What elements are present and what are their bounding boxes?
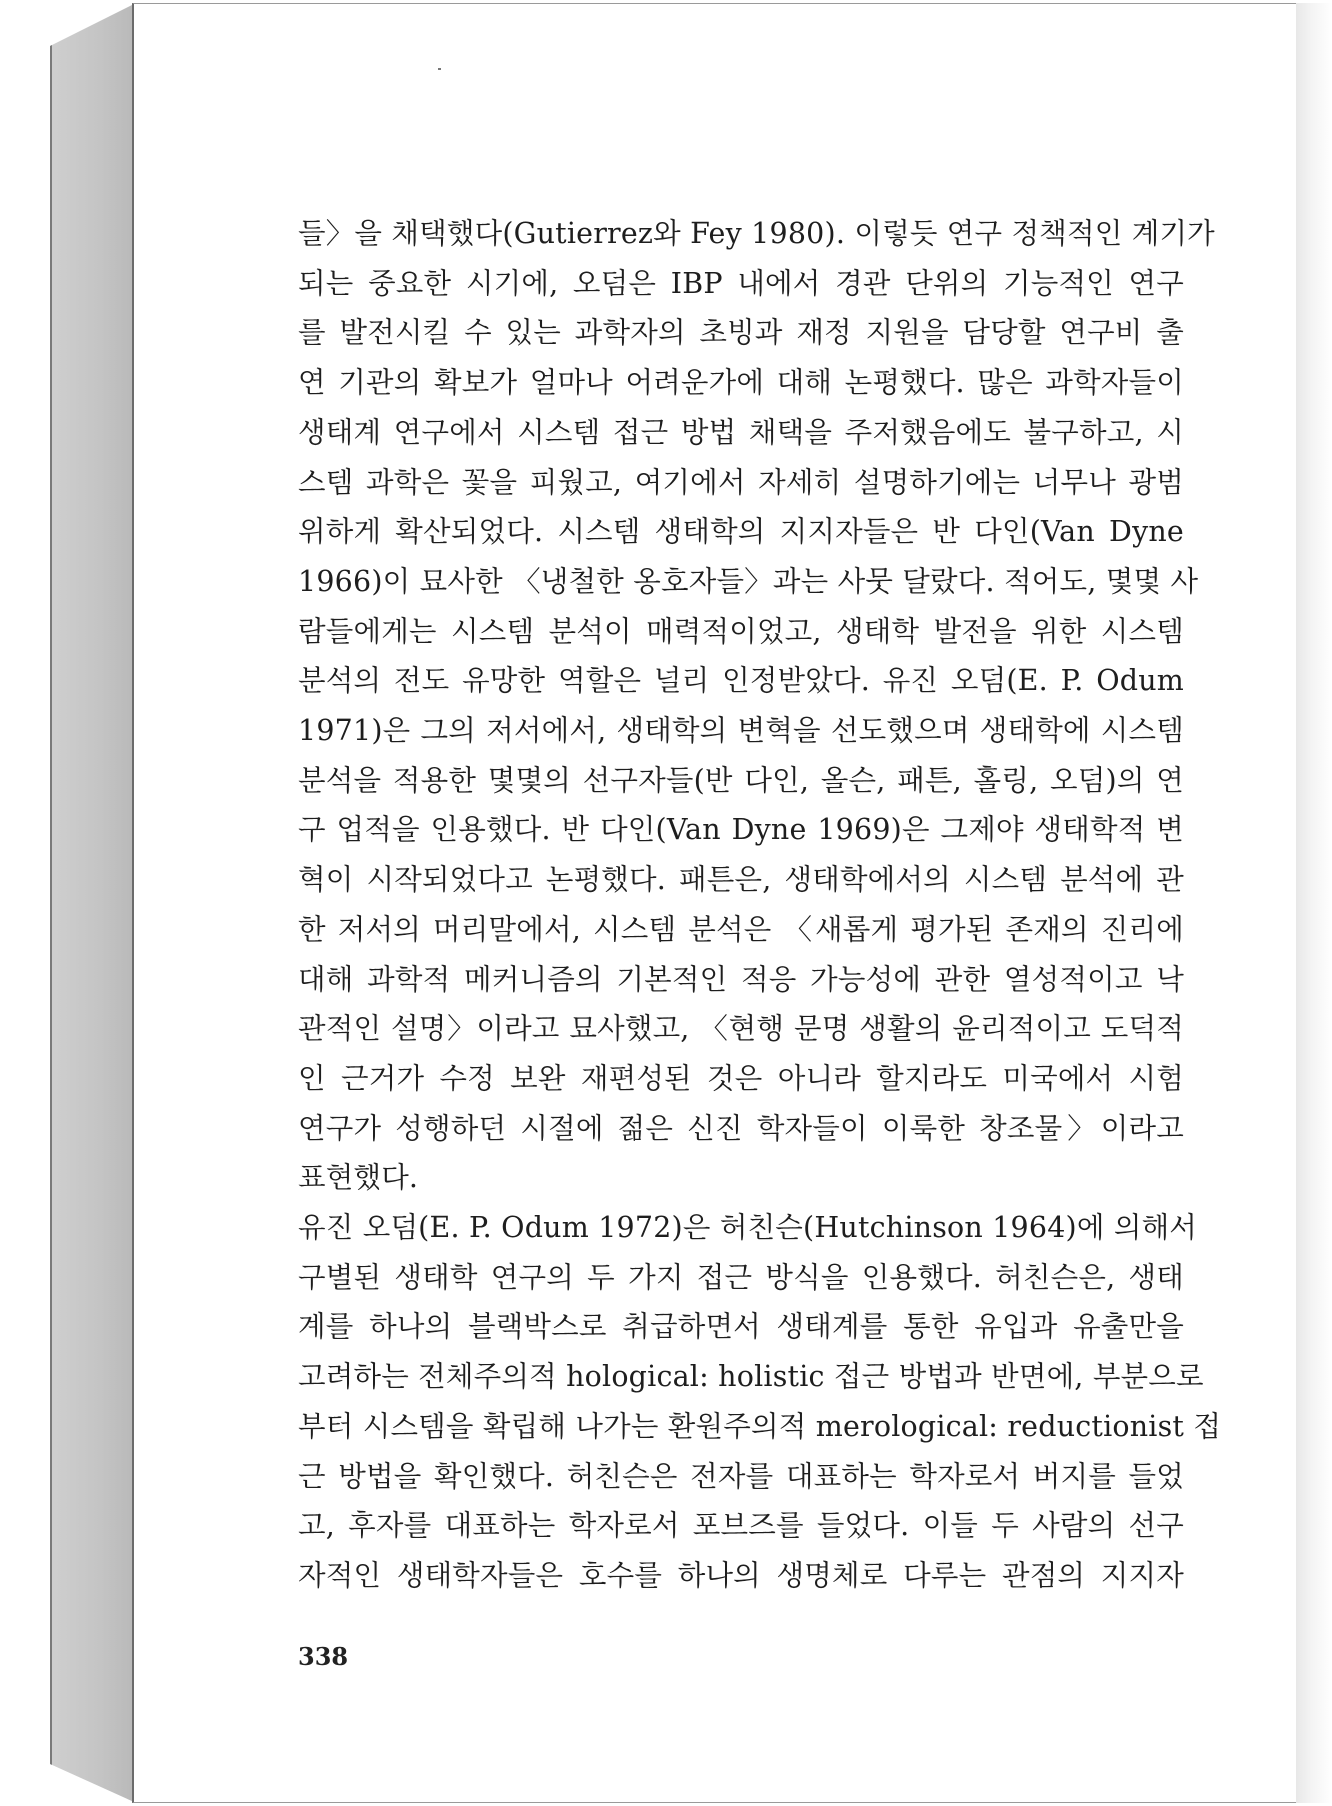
spine-edge <box>50 4 134 1802</box>
text-line: 구별된 생태학 연구의 두 가지 접근 방식을 인용했다. 허친슨은, 생태 <box>298 1260 1184 1294</box>
text-line: 구 업적을 인용했다. 반 다인(Van Dyne 1969)은 그제야 생태학적 변 <box>298 813 1184 847</box>
text-line: 자적인 생태학자들은 호수를 하나의 생명체로 다루는 관점의 지지자 <box>298 1558 1184 1592</box>
text-line: 되는 중요한 시기에, 오덤은 IBP 내에서 경관 단위의 기능적인 연구 <box>298 266 1184 300</box>
scan-speck <box>438 68 441 70</box>
text-line: 1966)이 묘사한 〈냉철한 옹호자들〉과는 사뭇 달랐다. 적어도, 몇몇 사 <box>298 564 1199 598</box>
text-line: 람들에게는 시스템 분석이 매력적이었고, 생태학 발전을 위한 시스템 <box>298 614 1184 648</box>
text-line: 위하게 확산되었다. 시스템 생태학의 지지자들은 반 다인(Van Dyne <box>298 515 1184 549</box>
body-text <box>298 209 1222 1601</box>
text-line: 고려하는 전체주의적 hological: holistic 접근 방법과 반면에, 부분으로 <box>298 1360 1204 1394</box>
text-line: 연구가 성행하던 시절에 젊은 신진 학자들이 이룩한 창조물〉이라고 <box>298 1111 1184 1145</box>
page-edge-shadow <box>1296 3 1332 1803</box>
text-line: 한 저서의 머리말에서, 시스템 분석은 〈새롭게 평가된 존재의 진리에 <box>298 912 1184 946</box>
text-line: 인 근거가 수정 보완 재편성된 것은 아니라 할지라도 미국에서 시험 <box>298 1061 1184 1095</box>
text-line: 관적인 설명〉이라고 묘사했고, 〈현행 문명 생활의 윤리적이고 도덕적 <box>298 1012 1184 1046</box>
text-line: 혁이 시작되었다고 논평했다. 패튼은, 생태학에서의 시스템 분석에 관 <box>298 863 1184 897</box>
text-line: 부터 시스템을 확립해 나가는 환원주의적 merological: reductionist 접 <box>298 1409 1222 1443</box>
text-line: 를 발전시킬 수 있는 과학자의 초빙과 재정 지원을 담당할 연구비 출 <box>298 316 1184 350</box>
text-line: 대해 과학적 메커니즘의 기본적인 적응 가능성에 관한 열성적이고 낙 <box>298 962 1184 996</box>
text-line: 들〉을 채택했다(Gutierrez와 Fey 1980). 이렇듯 연구 정책적인 계기가 <box>298 217 1215 250</box>
text-line: 분석의 전도 유망한 역할은 널리 인정받았다. 유진 오덤(E. P. Odum <box>298 664 1184 698</box>
text-line: 연 기관의 확보가 얼마나 어려운가에 대해 논평했다. 많은 과학자들이 <box>298 366 1184 400</box>
text-line: 생태계 연구에서 시스템 접근 방법 채택을 주저했음에도 불구하고, 시 <box>298 415 1184 449</box>
text-line: 고, 후자를 대표하는 학자로서 포브즈를 들었다. 이들 두 사람의 선구 <box>298 1509 1184 1543</box>
text-line: 표현했다. <box>298 1161 419 1195</box>
text-line: 계를 하나의 블랙박스로 취급하면서 생태계를 통한 유입과 유출만을 <box>298 1310 1184 1344</box>
page-number: 338 <box>298 1642 349 1671</box>
text-line: 근 방법을 확인했다. 허친슨은 전자를 대표하는 학자로서 버지를 들었 <box>298 1459 1184 1493</box>
text-line: 유진 오덤(E. P. Odum 1972)은 허친슨(Hutchinson 1964)에 의해서 <box>298 1211 1198 1245</box>
text-line: 스템 과학은 꽃을 피웠고, 여기에서 자세히 설명하기에는 너무나 광범 <box>298 465 1184 499</box>
text-line: 1971)은 그의 저서에서, 생태학의 변혁을 선도했으며 생태학에 시스템 <box>298 714 1184 748</box>
text-line: 분석을 적용한 몇몇의 선구자들(반 다인, 올슨, 패튼, 홀링, 오덤)의 연 <box>298 763 1184 797</box>
